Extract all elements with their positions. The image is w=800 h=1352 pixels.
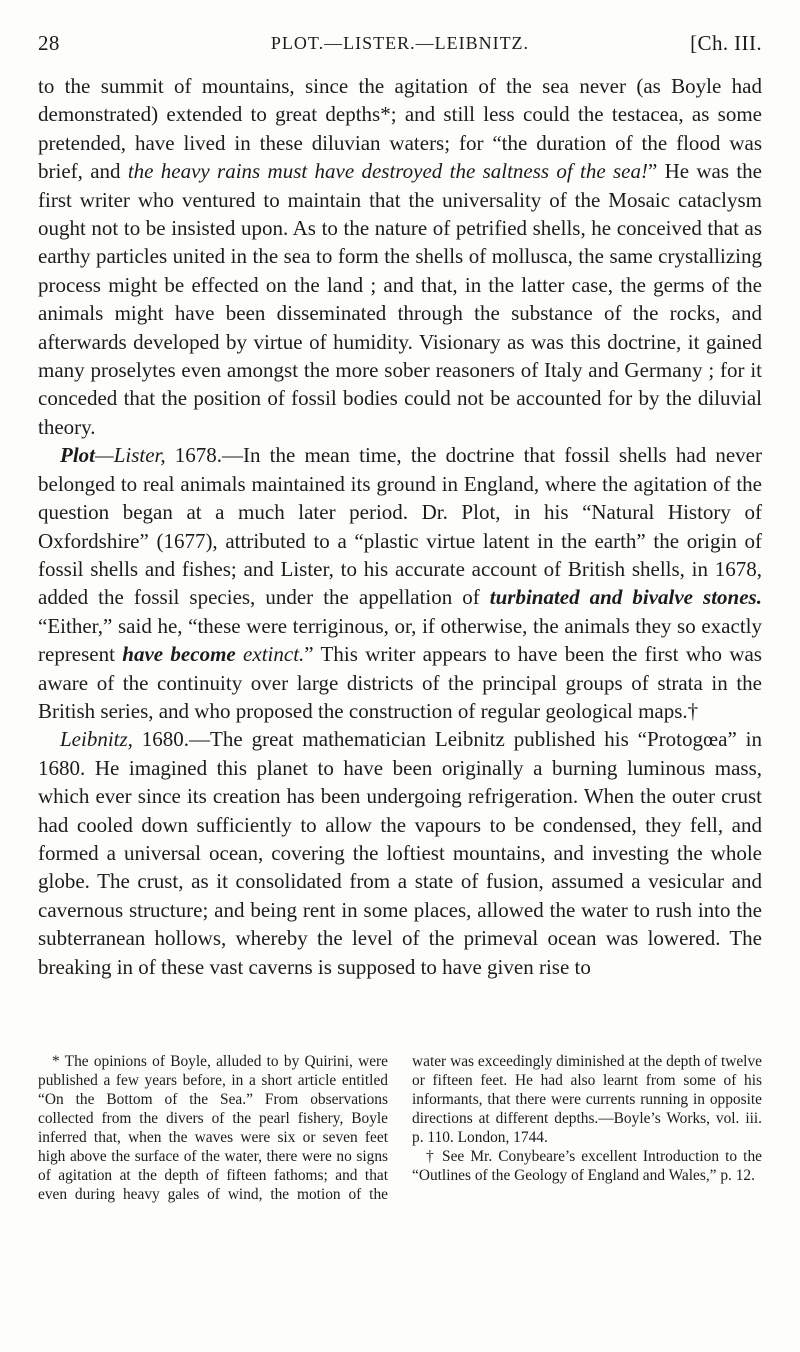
running-head <box>38 30 762 56</box>
text-run: ” He was the first writer who ventured to maintain that the universality of the Mosaic cataclysm ought not to be insisted upon. As to the nature of petrified shells, he conceived that as earthy particles united in the sea to form the shells of mollusca, the same crystallizing process might be effected on the land ; and that, in the latter case, the germs of the animals might have been disseminated through the substance of the rocks, and afterwards developed by virtue of humidity. Visionary as was this doctrine, it gained many proselytes even amongst the more sober reasoners of Italy and Germany ; for it conceded that the position of fossil bodies could not be accounted for by the diluvial theory. <box>38 159 762 439</box>
text-run: ” This writer appears to have been the first who was aware of the continuity over large districts of the principal groups of strata in the British series, and who proposed the construction of regular geological maps.† <box>38 642 762 723</box>
chapter-marker: [Ch. III. <box>690 31 762 55</box>
italic-quote: the heavy rains must have destroyed the saltness of the sea! <box>127 159 648 184</box>
subheading-separator: — <box>95 443 114 468</box>
footnote-dagger: † See Mr. Conybeare’s excellent Introduction to the “Outlines of the Geology of England and Wales,” p. 12. <box>412 1148 762 1184</box>
text-run: to the summit of mountains, since the agitation of the sea never (as Boyle had demonstrated) extended to great depths*; and still less could the testacea, as some pretended, have lived in these diluvian waters; for “the duration of the flood was brief, and <box>38 74 762 184</box>
text-run: 1680.—The great mathematician Leibnitz published his “Protogœa” in 1680. He imagined this planet to have been originally a burning luminous mass, which ever since its creation has been undergoing refrigeration. When the outer crust had cooled down sufficiently to allow the vapours to be condensed, they fell, and formed a universal ocean, covering the loftiest mountains, and investing the whole globe. The crust, as it consolidated from a state of fusion, assumed a vesicular and cavernous structure; and being rent in some places, allowed the water to rush into the subterranean hollows, whereby the level of the primeval ocean was lowered. The breaking in of these vast caverns is supposed to have given rise to <box>38 727 762 979</box>
emphasis-term: turbinated and bivalve stones. <box>489 585 762 610</box>
body-text <box>38 72 762 981</box>
paragraph-continuation <box>38 72 762 441</box>
footnotes <box>38 1052 762 1204</box>
section-subheading: Plot <box>60 443 95 468</box>
paragraph-plot-lister <box>38 441 762 725</box>
footnote-star: * The opinions of Boyle, alluded to by Quirini, were published a few years before, in a short article entitled “On the Bottom of the Sea.” From observations collected from the divers of the pearl fishery, Boyle inferred that, when the waves were six or seven feet high above the surface of the water, there were no signs of agitation at the depth of fifteen fathoms; and that even during heavy gales of wind, the motion of the water was exceedingly diminished at the depth of twelve or fifteen feet. He had also learnt from some of his informants, that there were currents running in opposite directions at different depths.—Boyle’s Works, vol. iii. p. 110. London, 1744. <box>38 1053 762 1203</box>
section-subheading-name: Lister, <box>113 443 166 468</box>
section-subheading: Leibnitz, <box>60 727 133 752</box>
text-run: “Either,” said he, “these were terriginous, or, if otherwise, the animals they so exactly represent <box>38 613 762 667</box>
running-title: PLOT.—LISTER.—LEIBNITZ. <box>270 33 530 53</box>
emphasis-term: have become <box>122 642 236 667</box>
page-number: 28 <box>38 31 60 55</box>
text-run: 1678.—In the mean time, the doctrine that fossil shells had never belonged to real animals maintained its ground in England, where the agitation of the question began at a much later period. Dr. Plot, in his “Natural History of Oxfordshire” (1677), attributed to a “plastic virtue latent in the earth” the origin of fossil shells and fishes; and Lister, to his accurate account of British shells, in 1678, added the fossil species, under the appellation of <box>38 443 762 610</box>
italic-term: extinct. <box>235 642 305 667</box>
paragraph-leibnitz <box>38 725 762 981</box>
